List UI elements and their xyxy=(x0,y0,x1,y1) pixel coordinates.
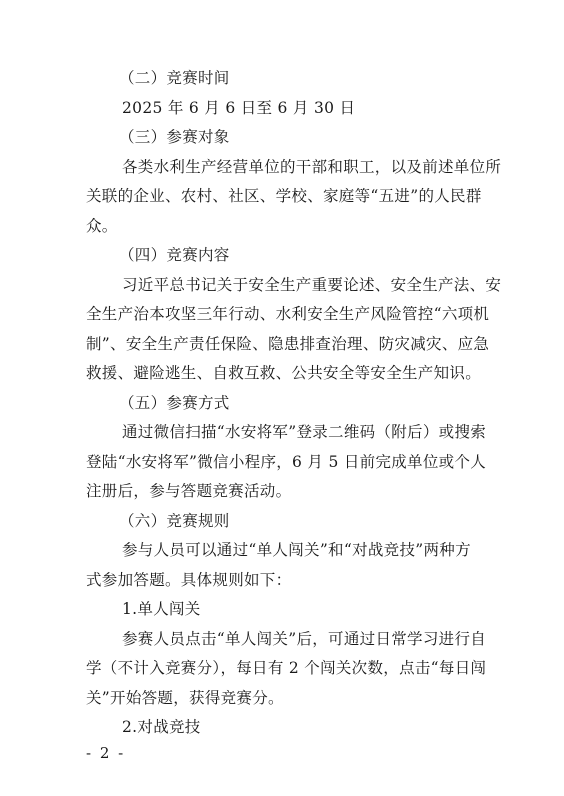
section-heading-competition-time: （二）竞赛时间 xyxy=(119,69,230,87)
section-heading-competition-content: （四）竞赛内容 xyxy=(119,246,230,264)
content-text-line: 救援、避险逃生、自救互救、公共安全等安全生产知识。 xyxy=(86,364,482,382)
method-text-line: 通过微信扫描“水安将军”登录二维码（附后）或搜索 xyxy=(122,423,487,441)
section-heading-participation-method: （五）参赛方式 xyxy=(119,393,230,412)
single-challenge-text-line: 学（不计入竞赛分），每日有 2 个闯关次数，点击“每日闯 xyxy=(86,659,487,677)
method-text-line: 注册后，参与答题竞赛活动。 xyxy=(86,482,292,500)
single-challenge-text-line: 关”开始答题，获得竞赛分。 xyxy=(86,688,284,707)
rules-text-line: 式参加答题。具体规则如下： xyxy=(86,570,292,589)
section-heading-participants: （三）参赛对象 xyxy=(119,128,230,146)
section-heading-competition-rules: （六）竞赛规则 xyxy=(119,511,230,530)
content-text-line: 制”、安全生产责任保险、隐患排查治理、防灾减灾、应急 xyxy=(86,334,490,353)
competition-date-range: 2025 年 6 月 6 日至 6 月 30 日 xyxy=(122,98,356,117)
subheading-battle-competition: 2.对战竞技 xyxy=(122,718,201,736)
participants-text-line: 各类水利生产经营单位的干部和职工，以及前述单位所 xyxy=(122,157,502,176)
page-number: - 2 - xyxy=(86,744,126,762)
content-text-line: 习近平总书记关于安全生产重要论述、安全生产法、安 xyxy=(122,275,502,294)
single-challenge-text-line: 参赛人员点击“单人闯关”后，可通过日常学习进行自 xyxy=(122,629,487,648)
method-text-line: 登陆“水安将军”微信小程序，6 月 5 日前完成单位或个人 xyxy=(86,452,487,471)
participants-text-line: 众。 xyxy=(86,216,118,235)
subheading-single-challenge: 1.单人闯关 xyxy=(122,600,201,618)
content-text-line: 全生产治本攻坚三年行动、水利安全生产风险管控“六项机 xyxy=(86,305,490,323)
rules-text-line: 参与人员可以通过“单人闯关”和“对战竞技”两种方 xyxy=(122,541,471,559)
participants-text-line: 关联的企业、农村、社区、学校、家庭等“五进”的人民群 xyxy=(86,187,482,205)
